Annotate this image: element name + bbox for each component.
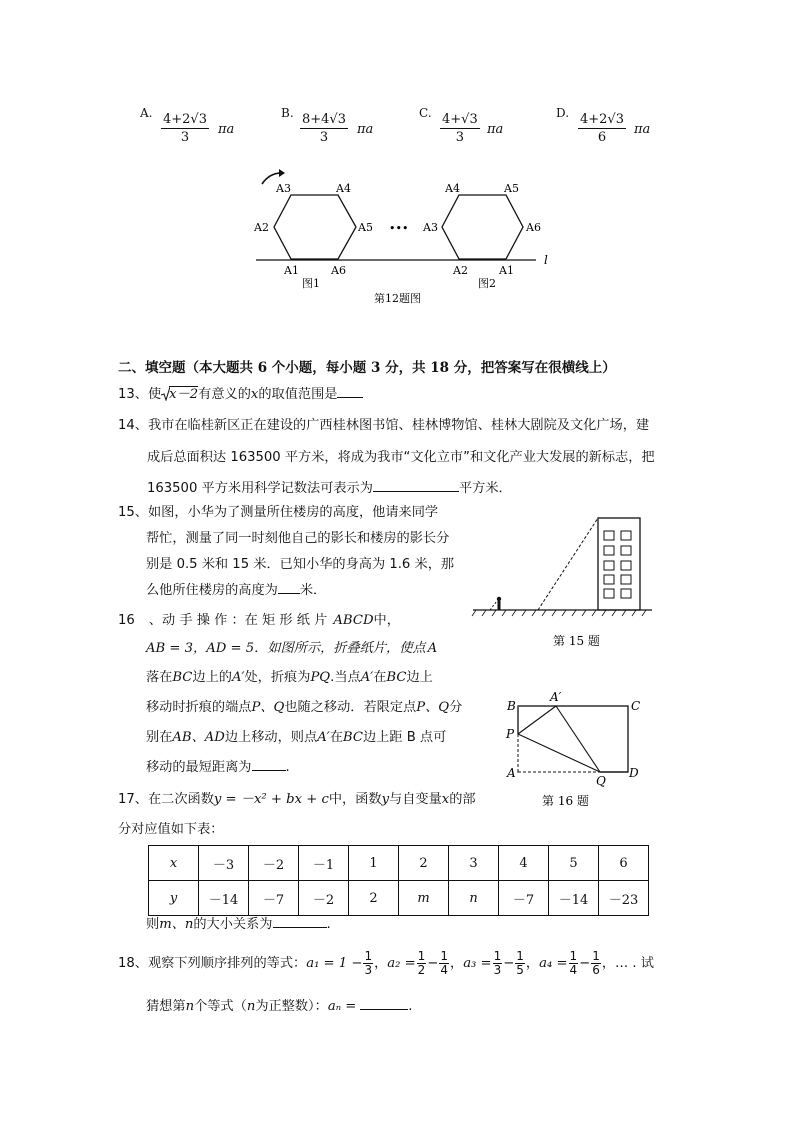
q18-pre: 18、观察下列顺序排列的等式： bbox=[118, 956, 307, 972]
q18-f2b-den: 4 bbox=[440, 962, 448, 977]
fig2-label-a6: A6 bbox=[526, 221, 541, 234]
fig1-label-a6: A6 bbox=[331, 264, 346, 277]
q13-var: x bbox=[250, 387, 259, 402]
question-16-line-5 bbox=[146, 731, 446, 744]
option-a-letter: A. bbox=[140, 106, 153, 120]
option-c-letter: C. bbox=[419, 106, 432, 120]
sqrt-sign-icon bbox=[161, 387, 170, 401]
question-17-line-1 bbox=[118, 793, 476, 806]
fig1-label-a2: A2 bbox=[254, 221, 269, 234]
q18-f4a-num: 1 bbox=[569, 949, 578, 963]
table-row-x bbox=[149, 846, 649, 881]
building-shadow-ray bbox=[538, 518, 598, 610]
value-table bbox=[148, 845, 649, 916]
q18-frac-3b bbox=[515, 950, 525, 976]
q18-f2a-num: 1 bbox=[417, 949, 426, 963]
q16-l3-pq: PQ bbox=[310, 670, 331, 685]
q17-l3-post: 的大小关系为 bbox=[193, 917, 273, 932]
q16-l4b: 也随之移动．若限定点 bbox=[284, 700, 417, 715]
q17-answer-blank[interactable] bbox=[273, 927, 327, 928]
q18-a1: a₁ = 1 − bbox=[306, 956, 363, 972]
table-cell: y bbox=[149, 881, 199, 916]
table-cell: 1 bbox=[349, 846, 399, 881]
caption-figure-1: 图1 bbox=[302, 277, 320, 290]
q17-mid2: 与自变量 bbox=[389, 792, 442, 807]
q18-f3b-num: 1 bbox=[516, 949, 524, 963]
q16-l4a: 移动时折痕的端点 bbox=[146, 700, 252, 715]
rotation-arrowhead-icon bbox=[279, 169, 285, 177]
table-cell: －23 bbox=[599, 881, 649, 916]
fig2-label-a3: A3 bbox=[423, 221, 438, 234]
q16-number: 16 bbox=[118, 613, 135, 628]
q18-f4a-den: 4 bbox=[569, 962, 578, 977]
question-16-line-4 bbox=[146, 701, 462, 714]
q16-l3c: 处，折痕为 bbox=[244, 670, 311, 685]
q17-equation: y = －x² + bx + c bbox=[213, 792, 329, 807]
option-c-suffix: πa bbox=[487, 122, 504, 137]
q16-l4c: 分 bbox=[449, 700, 463, 715]
segment-pa-prime bbox=[518, 706, 556, 734]
option-a-fraction: $\frac{4+2√3}{3}$ bbox=[163, 112, 207, 145]
q18-frac-2b bbox=[439, 950, 449, 976]
option-b-suffix: πa bbox=[357, 122, 374, 137]
option-a-suffix: πa bbox=[218, 122, 235, 137]
question-17-line-2: 分对应值如下表： bbox=[118, 822, 224, 837]
q18-a3: a₃ = bbox=[463, 956, 492, 972]
q16-l3-bc: BC bbox=[172, 670, 193, 685]
q16-answer-blank[interactable] bbox=[252, 770, 286, 771]
figure-16-rectangle bbox=[500, 688, 650, 812]
q14-answer-blank[interactable] bbox=[373, 491, 459, 492]
label-d: D bbox=[629, 766, 639, 780]
question-15-line-2: 帮忙，测量了同一时刻他自己的影长和楼房的影长分 bbox=[146, 531, 450, 546]
label-c: C bbox=[631, 699, 641, 713]
caption-figure-16: 第 16 题 bbox=[542, 794, 589, 808]
q15-line4-post: 米． bbox=[299, 583, 327, 598]
table-cell: 2 bbox=[349, 881, 399, 916]
q16-l6: 移动的最短距离为 bbox=[146, 760, 252, 775]
q16-l3-ap2: A′ bbox=[360, 670, 374, 685]
q13-mid: 有意义的 bbox=[198, 387, 251, 402]
figure-12-hexagons bbox=[0, 0, 794, 320]
caption-figure-15: 第 15 题 bbox=[553, 634, 600, 648]
q18-a2: a₂ = bbox=[387, 956, 416, 972]
q13-pre: 使 bbox=[147, 387, 162, 402]
table-cell: m bbox=[399, 881, 449, 916]
fig2-label-a2: A2 bbox=[453, 264, 468, 277]
q18-frac-4b bbox=[591, 950, 601, 976]
question-16-line-6 bbox=[146, 761, 290, 774]
fig1-label-a3: A3 bbox=[276, 182, 291, 195]
question-18-line-1: 18、观察下列顺序排列的等式：a₁ = 1 − $\frac{1}{3}$ ，a₂ = $\frac{1}{2}$ − $\frac{1}{4}$ ，a₃ = $\frac{1}{3}$ − $\frac{1}{5}$ ，a₄ = $\frac{1}{4}$ − $\frac{1}{6}$ ，… . 试 bbox=[118, 949, 654, 977]
table-cell: －2 bbox=[249, 846, 299, 881]
q17-y: y bbox=[381, 792, 390, 807]
ground-hatching bbox=[472, 610, 646, 616]
q14-line3-pre: 163500 平方米用科学记数法可表示为 bbox=[147, 481, 373, 496]
q17-l3-mn: m、n bbox=[159, 917, 194, 932]
q18-f2b-num: 1 bbox=[440, 949, 448, 963]
q18-l2-mid2: 为正整数）： bbox=[255, 999, 328, 1014]
q16-l5c: 在 bbox=[329, 730, 343, 745]
question-16-line-1 bbox=[118, 614, 400, 627]
table-cell: －7 bbox=[499, 881, 549, 916]
building-windows bbox=[604, 531, 631, 598]
q18-l2-n: n bbox=[185, 999, 195, 1014]
q17-post: 的部 bbox=[449, 792, 476, 807]
table-cell: 3 bbox=[449, 846, 499, 881]
q17-l3-end: . bbox=[326, 917, 331, 932]
q18-frac-4a bbox=[569, 950, 579, 976]
q16-l5-ap: A′ bbox=[317, 730, 330, 745]
q18-f4b-num: 1 bbox=[592, 949, 600, 963]
person-icon bbox=[497, 597, 501, 610]
q16-l5d: 边上距 B 点可 bbox=[362, 730, 447, 745]
fig1-label-a5: A5 bbox=[358, 221, 373, 234]
table-cell: 2 bbox=[399, 846, 449, 881]
q16-line1-end: 中， bbox=[373, 613, 400, 628]
option-b-fraction: $\frac{8+4√3}{3}$ bbox=[302, 112, 346, 145]
q18-f3a-num: 1 bbox=[493, 949, 502, 963]
question-15-line-4 bbox=[146, 584, 326, 597]
q16-line2-text: AB = 3，AD = 5．如图所示，折叠纸片，使点 bbox=[146, 641, 426, 656]
q17-pre: 17、在二次函数 bbox=[118, 792, 214, 807]
option-b-letter: B. bbox=[281, 106, 294, 120]
q18-frac-1 bbox=[363, 950, 373, 976]
q18-l2-n2: n bbox=[246, 999, 256, 1014]
label-p: P bbox=[506, 727, 515, 741]
q13-sqrt bbox=[161, 388, 198, 401]
table-cell: －1 bbox=[299, 846, 349, 881]
q16-l3e: 在 bbox=[373, 670, 387, 685]
fig2-label-a1: A1 bbox=[499, 264, 514, 277]
q16-l5b: 边上移动，则点 bbox=[224, 730, 318, 745]
table-cell: 6 bbox=[599, 846, 649, 881]
q17-x: x bbox=[441, 792, 450, 807]
question-14-line-3 bbox=[147, 482, 512, 495]
fig1-label-a1: A1 bbox=[284, 264, 299, 277]
label-b: B bbox=[507, 699, 516, 713]
table-cell: 4 bbox=[499, 846, 549, 881]
fig1-label-a4: A4 bbox=[336, 182, 351, 195]
q16-l4-pq2: P、Q bbox=[416, 700, 450, 715]
table-cell: －3 bbox=[199, 846, 249, 881]
q15-answer-blank[interactable] bbox=[278, 593, 300, 594]
q18-a4: a₄ = bbox=[539, 956, 568, 972]
q13-number: 13、 bbox=[118, 387, 148, 402]
q18-f1-num: 1 bbox=[364, 949, 373, 963]
option-d-fraction: $\frac{4+2√3}{6}$ bbox=[580, 112, 624, 145]
q16-l3f: 边上 bbox=[406, 670, 433, 685]
fig2-label-a5: A5 bbox=[504, 182, 519, 195]
q17-l3-pre: 则 bbox=[146, 917, 160, 932]
q16-line1-text: 、动 手 操 作 ：在 矩 形 纸 片 bbox=[148, 613, 328, 628]
q16-l5-ab: AB、AD bbox=[172, 730, 225, 745]
q18-answer-blank[interactable] bbox=[360, 1009, 408, 1010]
q16-l3d: .当点 bbox=[330, 670, 361, 685]
ellipsis-dots: ••• bbox=[389, 222, 409, 235]
table-cell: n bbox=[449, 881, 499, 916]
question-13 bbox=[118, 388, 363, 401]
q16-l5a: 别在 bbox=[146, 730, 173, 745]
label-a: A bbox=[507, 766, 516, 780]
option-c-fraction: $\frac{4+√3}{3}$ bbox=[442, 112, 478, 145]
q18-f1-den: 3 bbox=[364, 962, 373, 977]
q16-rect-name: ABCD bbox=[333, 613, 374, 628]
question-16-line-3 bbox=[146, 671, 433, 684]
q18-f2a-den: 2 bbox=[417, 962, 426, 977]
q18-l2-pre: 猜想第 bbox=[146, 999, 186, 1014]
q16-l3-bc2: BC bbox=[386, 670, 407, 685]
hexagon-figure-1 bbox=[274, 195, 356, 259]
rectangle-abcd bbox=[518, 706, 628, 772]
q18-l2-mid: 个等式（ bbox=[194, 999, 247, 1014]
question-14-line-2: 成后总面积达 163500 平方米，将成为我市“文化立市”和文化产业大发展的新标志，把 bbox=[147, 450, 655, 465]
option-d-suffix: πa bbox=[634, 122, 651, 137]
q16-l4-pq: P、Q bbox=[251, 700, 285, 715]
q18-l2-end: . bbox=[408, 999, 413, 1014]
question-15-line-3: 别是 0.5 米和 15 米．已知小华的身高为 1.6 米，那 bbox=[146, 557, 455, 572]
figure-15-building bbox=[470, 515, 660, 655]
table-cell: x bbox=[149, 846, 199, 881]
option-d-letter: D. bbox=[556, 106, 570, 120]
q14-line3-post: 平方米． bbox=[458, 481, 512, 496]
q16-point-a: A bbox=[427, 641, 438, 656]
q13-answer-blank[interactable] bbox=[337, 397, 363, 398]
q16-l6-end: . bbox=[285, 760, 290, 775]
q16-l5-bc: BC bbox=[342, 730, 363, 745]
q15-line4-pre: 么他所住楼房的高度为 bbox=[146, 583, 278, 598]
q18-l2-an: aₙ = bbox=[327, 999, 357, 1014]
question-14-line-1: 14、我市在临桂新区正在建设的广西桂林图书馆、桂林博物馆、桂林大剧院及文化广场，建 bbox=[118, 418, 650, 433]
caption-figure-12: 第12题图 bbox=[374, 292, 421, 305]
q18-f4b-den: 6 bbox=[592, 962, 600, 977]
question-16-line-2 bbox=[146, 642, 437, 655]
table-row-y bbox=[149, 881, 649, 916]
q17-mid: 中，函数 bbox=[328, 792, 382, 807]
q13-post: 的取值范围是 bbox=[258, 387, 338, 402]
table-cell: －2 bbox=[299, 881, 349, 916]
hexagon-figure-2 bbox=[442, 195, 523, 259]
q18-f3b-den: 5 bbox=[516, 962, 524, 977]
table-cell: 5 bbox=[549, 846, 599, 881]
caption-figure-2: 图2 bbox=[478, 277, 496, 290]
question-17-line-3 bbox=[146, 918, 331, 931]
q16-l3a: 落在 bbox=[146, 670, 173, 685]
q18-f3a-den: 3 bbox=[493, 962, 502, 977]
q18-frac-3a bbox=[493, 950, 503, 976]
q18-frac-2a bbox=[417, 950, 427, 976]
line-label-l: l bbox=[544, 253, 548, 267]
question-15-line-1: 15、如图，小华为了测量所住楼房的高度，他请来同学 bbox=[118, 505, 439, 520]
q16-l3b: 边上的 bbox=[192, 670, 232, 685]
q13-radicand: x－2 bbox=[169, 387, 199, 402]
label-a-prime: A′ bbox=[550, 690, 562, 704]
table-cell: －14 bbox=[199, 881, 249, 916]
fig2-label-a4: A4 bbox=[445, 182, 460, 195]
label-q: Q bbox=[596, 774, 606, 788]
table-cell: －14 bbox=[549, 881, 599, 916]
question-18-line-2 bbox=[146, 1000, 413, 1013]
table-cell: －7 bbox=[249, 881, 299, 916]
q18-post: ，… . 试 bbox=[601, 956, 654, 972]
section-2-heading: 二、填空题（本大题共 6 个小题，每小题 3 分，共 18 分，把答案写在很横线上） bbox=[118, 360, 616, 376]
q16-l3-ap: A′ bbox=[231, 670, 245, 685]
